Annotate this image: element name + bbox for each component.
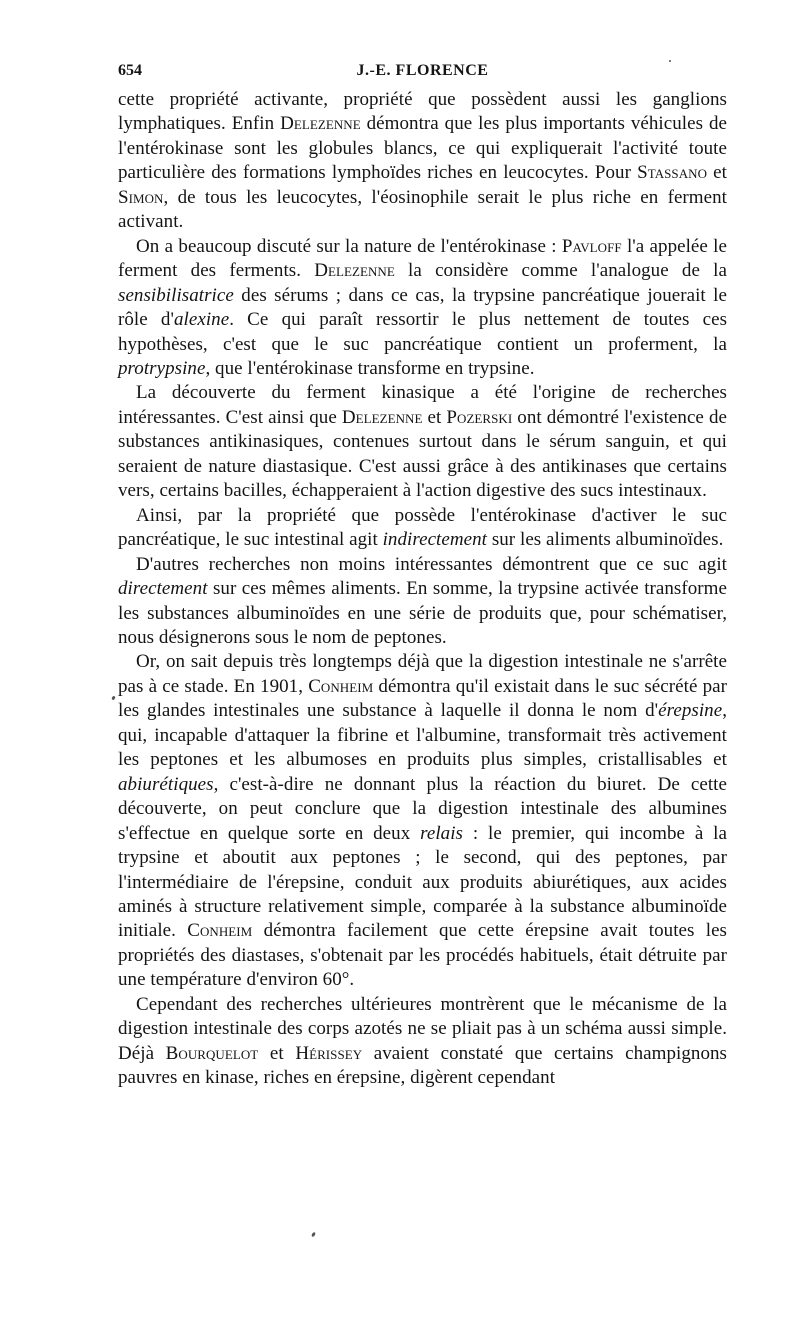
author-name: Simon [118, 186, 164, 208]
paragraph [118, 381, 727, 503]
text-run: et [422, 406, 447, 428]
author-name: Delezenne [280, 113, 361, 135]
text-run: sur ces mêmes aliments. En somme, la trypsine activée transforme les substances albuminoïdes en une série de produits que, pour schématiser, nous désignerons sous le nom de peptones. [118, 578, 727, 648]
author-name: Bourquelot [165, 1042, 259, 1064]
author-name: Hérissey [295, 1042, 363, 1064]
text-run: et [707, 162, 727, 184]
text-run: On a beaucoup discuté sur la nature de l'entérokinase : [136, 235, 562, 257]
page-header [118, 62, 727, 88]
text-run: démontra facilement que cette érepsine avait toutes les propriétés des diastases, s'obtenait par les procédés habituels, était détruite par une température d'environ 60°. [118, 920, 727, 991]
text-run: , qui, incapable d'attaquer la fibrine et l'albumine, transformait très activement les peptones et les albumoses en produits plus simples, cristallisables et [118, 700, 727, 771]
text-run: avaient constaté que certains champignons pauvres en kinase, riches en érepsine, digèrent cependant [118, 1042, 727, 1089]
paragraph [118, 88, 727, 235]
text-run: l'a appelée le ferment des ferments. [118, 235, 727, 282]
paragraph [118, 553, 727, 651]
paragraph [118, 235, 727, 382]
italic-term: indirectement [382, 529, 488, 551]
author-name: Delezenne [341, 406, 423, 428]
text-run: sur les aliments albuminoïdes. [487, 529, 724, 551]
author-name: Conheim [187, 920, 253, 942]
text-run: des sérums ; dans ce cas, la trypsine pancréatique jouerait le rôle d' [118, 284, 727, 331]
text-run: , de tous les leucocytes, l'éosinophile serait le plus riche en ferment activant. [118, 186, 727, 233]
book-page [118, 62, 727, 1091]
text-run: la considère comme l'analogue de la [394, 260, 727, 282]
text-run: Ainsi, par la propriété que possède l'entérokinase d'activer le suc pancréatique, le suc intestinal agit [118, 504, 727, 551]
paragraph [118, 650, 727, 992]
italic-term: abiurétiques [118, 773, 214, 795]
text-run: , c'est-à-dire ne donnant plus la réaction du biuret. De cette découverte, on peut conclure que la digestion intestinale des albumines s'effectue en quelque sorte en deux [118, 773, 727, 844]
running-head: J.-E. FLORENCE [356, 62, 489, 79]
text-run: démontra qu'il existait dans le suc sécrété par les glandes intestinales une substance à laquelle il donna le nom d' [118, 675, 727, 722]
author-name: Pozerski [446, 406, 513, 428]
italic-term: relais [420, 822, 463, 844]
paragraph [118, 993, 727, 1091]
author-name: Stassano [637, 162, 708, 184]
italic-term: alexine [173, 309, 230, 331]
author-name: Conheim [308, 675, 374, 697]
ink-speck [111, 696, 116, 701]
text-run: ont démontré l'existence de substances antikinasiques, contenues surtout dans le sérum sanguin, et qui seraient de nature diastasique. C'est aussi grâce à des antikinases que certains vers, certains bacilles, échapperaient à l'action digestive des sucs intestinaux. [118, 406, 727, 502]
italic-term: directement [118, 578, 208, 600]
page-number: 654 [118, 62, 142, 79]
text-run: Or, on sait depuis très longtemps déjà que la digestion intestinale ne s'arrête pas à ce stade. En 1901, [118, 651, 727, 697]
text-run: , que l'entérokinase transforme en trypsine. [205, 357, 535, 379]
body-text [118, 88, 727, 1091]
text-run: D'autres recherches non moins intéressantes démontrent que ce suc agit [136, 553, 727, 575]
italic-term: protrypsine [118, 357, 206, 379]
text-run: La découverte du ferment kinasique a été l'origine de recherches intéressantes. C'est ainsi que [118, 382, 727, 428]
ink-speck [311, 1232, 316, 1238]
text-run: démontra que les plus importants véhicules de l'entérokinase sont les globules blancs, ce qui expliquerait l'activité toute particulière des formations lymphoïdes riches en leucocytes. Pour [118, 113, 728, 184]
text-run: : le premier, qui incombe à la trypsine et aboutit aux peptones ; le second, qui des peptones, par l'intermédiaire de l'érepsine, conduit aux produits abiurétiques, aux acides aminés à structure relativement simple, comparée à la substance albuminoïde initiale. [118, 822, 727, 942]
text-run: . Ce qui paraît ressortir le plus nettement de toutes ces hypothèses, c'est que le suc pancréatique contient un proferment, la [118, 309, 728, 355]
italic-term: sensibilisatrice [118, 284, 234, 306]
author-name: Pavloff [561, 235, 622, 257]
paragraph [118, 504, 727, 553]
text-run: Cependant des recherches ultérieures montrèrent que le mécanisme de la digestion intestinale des corps azotés ne se pliait pas à un schéma aussi simple. Déjà [118, 993, 727, 1064]
italic-term: érepsine [658, 700, 723, 722]
text-run: cette propriété activante, propriété que possèdent aussi les ganglions lymphatiques. Enfin [118, 89, 727, 135]
author-name: Delezenne [314, 260, 395, 282]
text-run: et [258, 1042, 296, 1064]
